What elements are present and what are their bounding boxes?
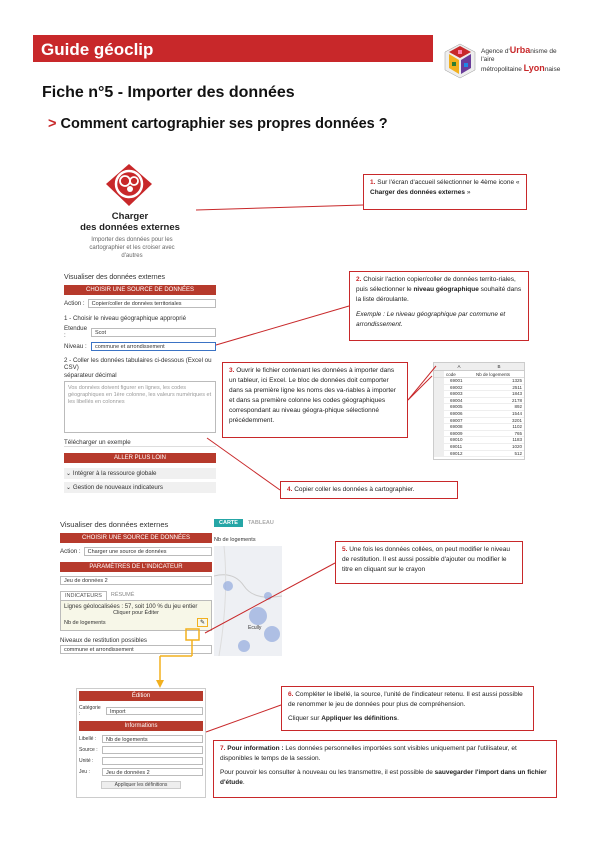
bubble-map-icon (214, 546, 282, 656)
section-title: > Comment cartographier ses propres données ? (48, 116, 388, 132)
map-view[interactable] (214, 519, 282, 669)
indicator-name: Nb de logements (64, 619, 106, 626)
tab-carte[interactable]: CARTE (214, 519, 243, 527)
restitution-select[interactable]: commune et arrondissement (60, 645, 212, 654)
step2-label: 2 - Coller les données tabulaires ci-dessous (Excel ou CSV) (64, 357, 212, 371)
go-further-bar[interactable]: ALLER PLUS LOIN (64, 453, 216, 463)
action-select[interactable]: Copier/coller de données territoriales (88, 299, 216, 308)
tab-resume[interactable]: RÉSUMÉ (110, 592, 135, 598)
callout-2: 2. Choisir l'action copier/coller de données territo-riales, puis sélectionner le niveau géographique souhaité dans la liste déroulante. Exemple : Le niveau géographique par commune et arrondissement. (349, 271, 529, 341)
chevron-down-icon: ⌄ (66, 470, 73, 477)
data-textarea[interactable]: Vos données doivent figurer en lignes, les codes géographiques en 1ère colonne, les valeurs numériques et les libellés en colonnes (64, 381, 216, 433)
niveau-select[interactable]: commune et arrondissement (91, 342, 216, 351)
tab-tableau[interactable]: TABLEAU (247, 520, 274, 526)
edition-bar: Édition (79, 691, 203, 701)
decimal-separator[interactable]: séparateur décimal (64, 372, 117, 379)
map-legend: Nb de logements (214, 537, 256, 543)
indicator-info-box: Lignes géolocalisées : 57, soit 100 % du jeu entier Cliquer pour Éditer Nb de logements ✎ (60, 600, 212, 631)
page-title: Fiche n°5 - Importer des données (42, 84, 295, 101)
example-link[interactable]: Télécharger un exemple (64, 439, 216, 447)
accordion-indicators[interactable]: ⌄ Gestion de nouveaux indicateurs (64, 482, 216, 493)
panel2-source-bar[interactable]: CHOISIR UNE SOURCE DE DONNÉES (60, 533, 212, 543)
excel-sheet: A B code Nb de logements 69001 1325 69002 2511 69003 1843 69004 2178 69005 892 69006 1544 69007 3201 69008 1102 69009 765 69010 1183 69011 1020 69012 512 (433, 362, 525, 460)
import-panel (64, 274, 216, 493)
callout-1: 1. Sur l'écran d'accueil sélectionner le 4ème icone « Charger des données externes » (363, 174, 527, 210)
parameters-panel (60, 520, 212, 654)
edition-panel: Édition Catégorie : Import Informations Libellé : Nb de logements Source : Unité : Jeu : Jeu de données 2 Appliquer les définitions (76, 688, 206, 798)
libelle-input[interactable]: Nb de logements (102, 735, 203, 743)
etendue-select[interactable]: Scot (91, 328, 216, 337)
niveau-label: Niveau : (64, 343, 87, 350)
excel-row: 69010 1183 (434, 437, 524, 444)
etendue-label: Etendue : (64, 325, 88, 339)
excel-row: 69003 1843 (434, 391, 524, 398)
guide-title: Guide géoclip (41, 40, 154, 59)
excel-row: 69012 512 (434, 451, 524, 458)
apply-definitions-button[interactable]: Appliquer les définitions (101, 781, 181, 789)
excel-row: 69006 1544 (434, 411, 524, 418)
restitution-label: Niveaux de restitution possibles (60, 637, 148, 644)
icon-description: Importer des données pour les cartographier et les croiser avec d'autres (89, 237, 175, 259)
agency-logo (441, 40, 561, 82)
excel-row: 69001 1325 (434, 378, 524, 385)
excel-row: 69009 765 (434, 431, 524, 438)
excel-row: 69002 2511 (434, 385, 524, 392)
excel-row: 69007 3201 (434, 418, 524, 425)
choose-source-bar[interactable]: CHOISIR UNE SOURCE DE DONNÉES (64, 285, 216, 295)
excel-row: 69011 1020 (434, 444, 524, 451)
dataset-select[interactable]: Jeu de données 2 (60, 576, 212, 585)
panel2-heading: Visualiser des données externes (60, 520, 169, 529)
panel2-action-label: Action : (60, 548, 81, 555)
excel-row: 69005 892 (434, 404, 524, 411)
callout-5: 5. Une fois les données collées, on peut modifier le niveau de restitution. Il est aussi possible d'ajouter ou modifier le titre en cliquant sur le crayon (335, 541, 523, 584)
logo-text: Agence d'Urbanisme de l'aire métropolitaine Lyonnaise (481, 45, 561, 73)
tab-indicateurs[interactable]: INDICATEURS (60, 591, 107, 600)
guide-header (33, 35, 433, 62)
category-select[interactable]: Import (106, 707, 203, 715)
callout-6: 6. Compléter le libellé, la source, l'unité de l'indicateur retenu. Il est aussi possible de renommer le jeu de données pour plus de compréhension. Cliquer sur Appliquer les définitions. (281, 686, 534, 731)
load-external-data-icon[interactable] (104, 163, 154, 207)
excel-row: 69008 1102 (434, 424, 524, 431)
action-label: Action : (64, 300, 85, 307)
excel-row: 69004 2178 (434, 398, 524, 405)
callout-4: 4. Copier coller les données à cartographier. (280, 481, 458, 499)
cube-logo-icon (441, 42, 479, 80)
city-label: Ecully (248, 625, 262, 631)
icon-label: Charger des données externes (80, 211, 180, 233)
pencil-icon[interactable]: ✎ (197, 618, 208, 627)
step1-label: 1 - Choisir le niveau géographique approprié (64, 315, 187, 322)
unite-input[interactable] (102, 757, 203, 765)
chevron-down-icon: ⌄ (66, 484, 73, 491)
callout-3: 3. Ouvrir le fichier contenant les données à importer dans un tableur, ici Excel. Le bloc de données doit comporter dans sa première ligne les noms des va-riables à importer et dans sa première colonne les codes géographiques correspondant au niveau géogra-phique sélectionné précédemment. (222, 362, 408, 438)
accordion-global[interactable]: ⌄ Intégrer à la ressource globale (64, 468, 216, 479)
panel-heading: Visualiser des données externes (64, 274, 166, 281)
jeu-input[interactable]: Jeu de données 2 (102, 768, 203, 776)
source-input[interactable] (102, 746, 203, 754)
callout-7: 7. Pour information : Les données personnelles importées sont visibles uniquement par l'utilisateur, et disponibles le temps de la session. Pour pouvoir les consulter à nouveau ou les transmettre, il est possible de sauvegarder l'import dans un fichier d'étude. (213, 740, 557, 798)
indicator-params-bar[interactable]: PARAMÈTRES DE L'INDICATEUR (60, 562, 212, 572)
informations-bar: Informations (79, 721, 203, 731)
panel2-action-select[interactable]: Charger une source de données (84, 547, 212, 556)
